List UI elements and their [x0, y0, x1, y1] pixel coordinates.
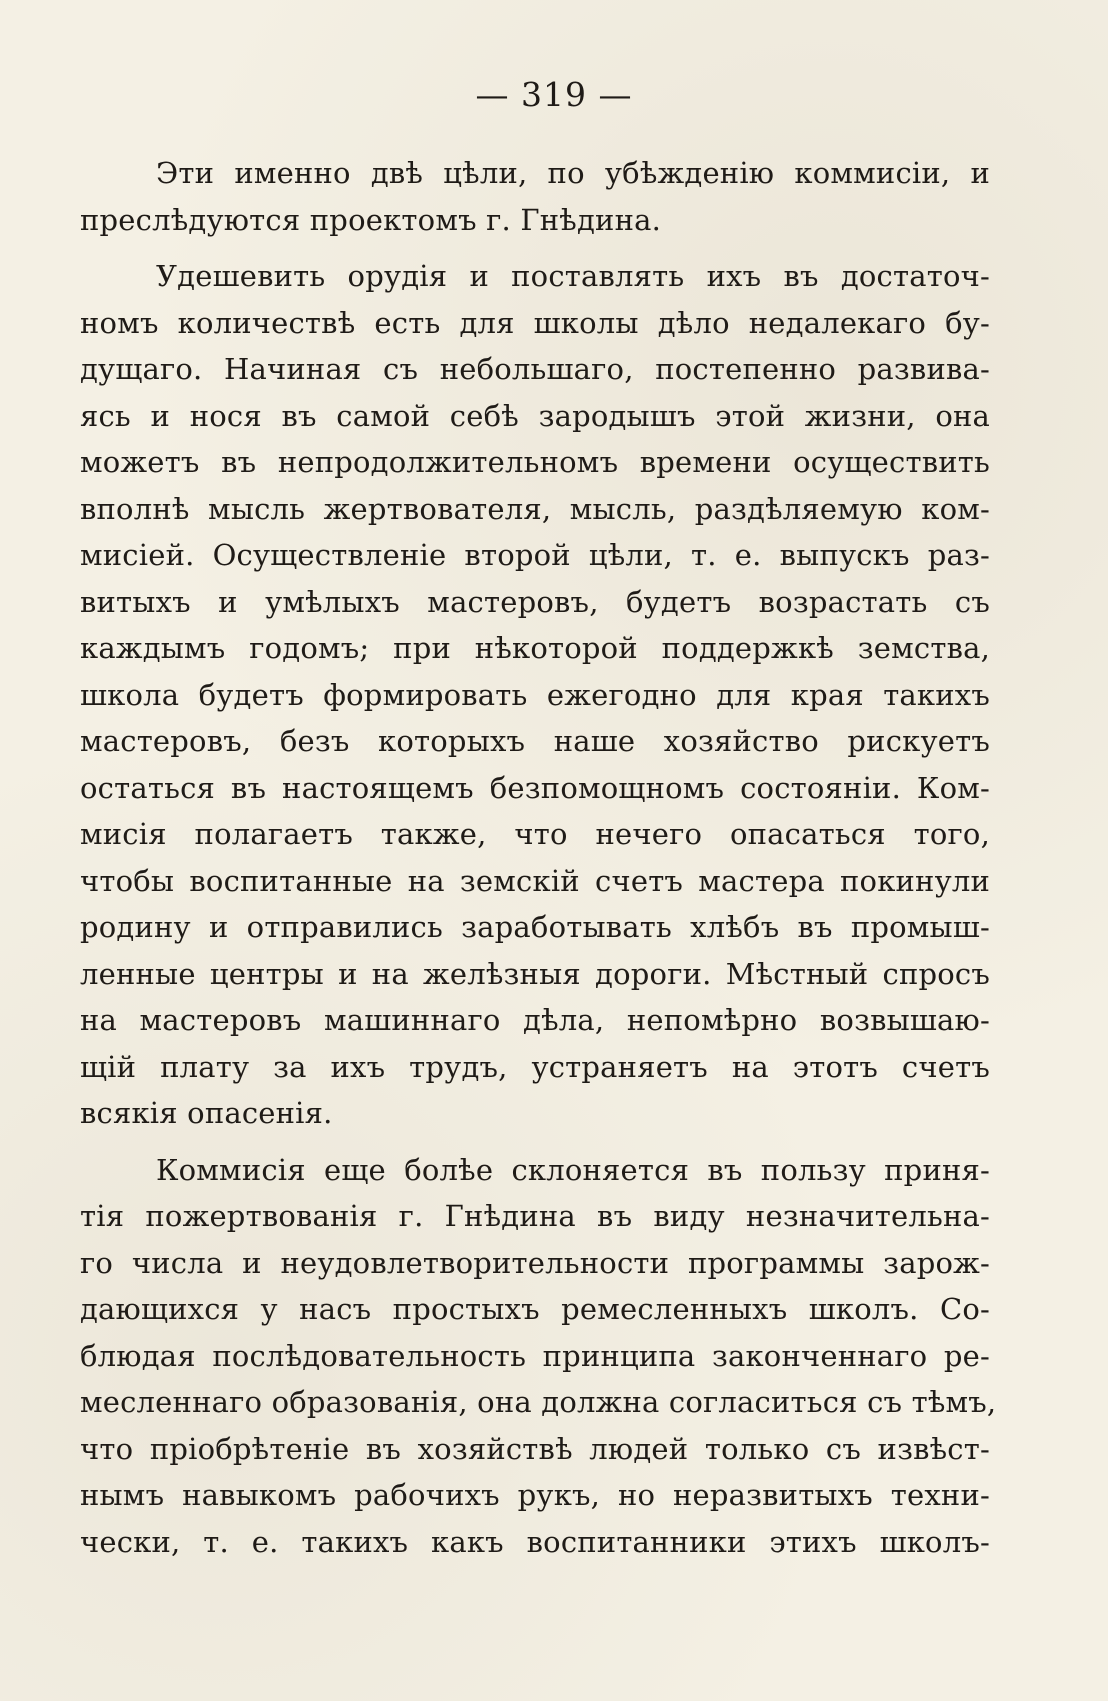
text-line: Коммисія еще болѣе склоняется въ пользу приня-	[156, 1152, 990, 1187]
text-line: на мастеровъ машиннаго дѣла, непомѣрно возвышаю-	[80, 1003, 990, 1037]
text-line: дающихся у насъ простыхъ ремесленныхъ школъ. Со-	[80, 1292, 990, 1326]
text-line: го числа и неудовлетворительности программы зарож-	[80, 1245, 990, 1280]
text-line: витыхъ и умѣлыхъ мастеровъ, будетъ возрастать съ	[80, 584, 990, 619]
text-line: мисія полагаетъ также, что нечего опасаться того,	[80, 817, 990, 851]
text-line: всякія опасенія.	[80, 1096, 333, 1130]
text-line: нымъ навыкомъ рабочихъ рукъ, но неразвитыхъ техни-	[80, 1478, 990, 1512]
text-line: преслѣдуются проектомъ г. Гнѣдина.	[80, 202, 662, 237]
paragraph	[80, 253, 990, 1137]
text-line: школа будетъ формировать ежегодно для края такихъ	[80, 677, 990, 712]
text-line: остаться въ настоящемъ безпомощномъ состояніи. Ком-	[80, 770, 990, 805]
text-line: ленные центры и на желѣзныя дороги. Мѣстный спросъ	[80, 956, 990, 991]
text-line: ясь и нося въ самой себѣ зародышъ этой жизни, она	[80, 398, 990, 433]
text-line: можетъ въ непродолжительномъ времени осуществить	[80, 445, 990, 479]
text-line: номъ количествѣ есть для школы дѣло недалекаго бу-	[80, 305, 990, 340]
text-line: Эти именно двѣ цѣли, по убѣжденію коммисіи, и	[156, 156, 990, 190]
text-line: тія пожертвованія г. Гнѣдина въ виду незначительна-	[80, 1199, 990, 1233]
text-line: мисіей. Осуществленіе второй цѣли, т. е. выпускъ раз-	[80, 538, 990, 572]
text-body	[80, 150, 997, 1565]
text-line: чтобы воспитанные на земскій счетъ мастера покинули	[80, 863, 990, 898]
paragraph	[80, 150, 990, 243]
text-line: блюдая послѣдовательность принципа законченнаго ре-	[80, 1338, 990, 1373]
text-line: щій плату за ихъ трудъ, устраняетъ на этотъ счетъ	[80, 1049, 990, 1084]
text-line: каждымъ годомъ; при нѣкоторой поддержкѣ земства,	[80, 631, 990, 665]
text-line: Удешевить орудія и поставлять ихъ въ достаточ-	[156, 259, 990, 293]
text-line: что пріобрѣтеніе въ хозяйствѣ людей только съ извѣст-	[80, 1431, 990, 1466]
text-line: мастеровъ, безъ которыхъ наше хозяйство рискуетъ	[80, 724, 990, 758]
text-line: вполнѣ мысль жертвователя, мысль, раздѣляемую ком-	[80, 491, 990, 526]
text-line: дущаго. Начиная съ небольшаго, постепенно развива-	[80, 352, 990, 386]
text-line: родину и отправились заработывать хлѣбъ въ промыш-	[80, 910, 990, 944]
text-line: чески, т. е. такихъ какъ воспитанники этихъ школъ-	[80, 1524, 990, 1559]
text-line: месленнаго образованія, она должна согласиться съ тѣмъ,	[80, 1385, 997, 1419]
page-number: — 319 —	[475, 75, 633, 114]
paragraph	[80, 1147, 997, 1566]
